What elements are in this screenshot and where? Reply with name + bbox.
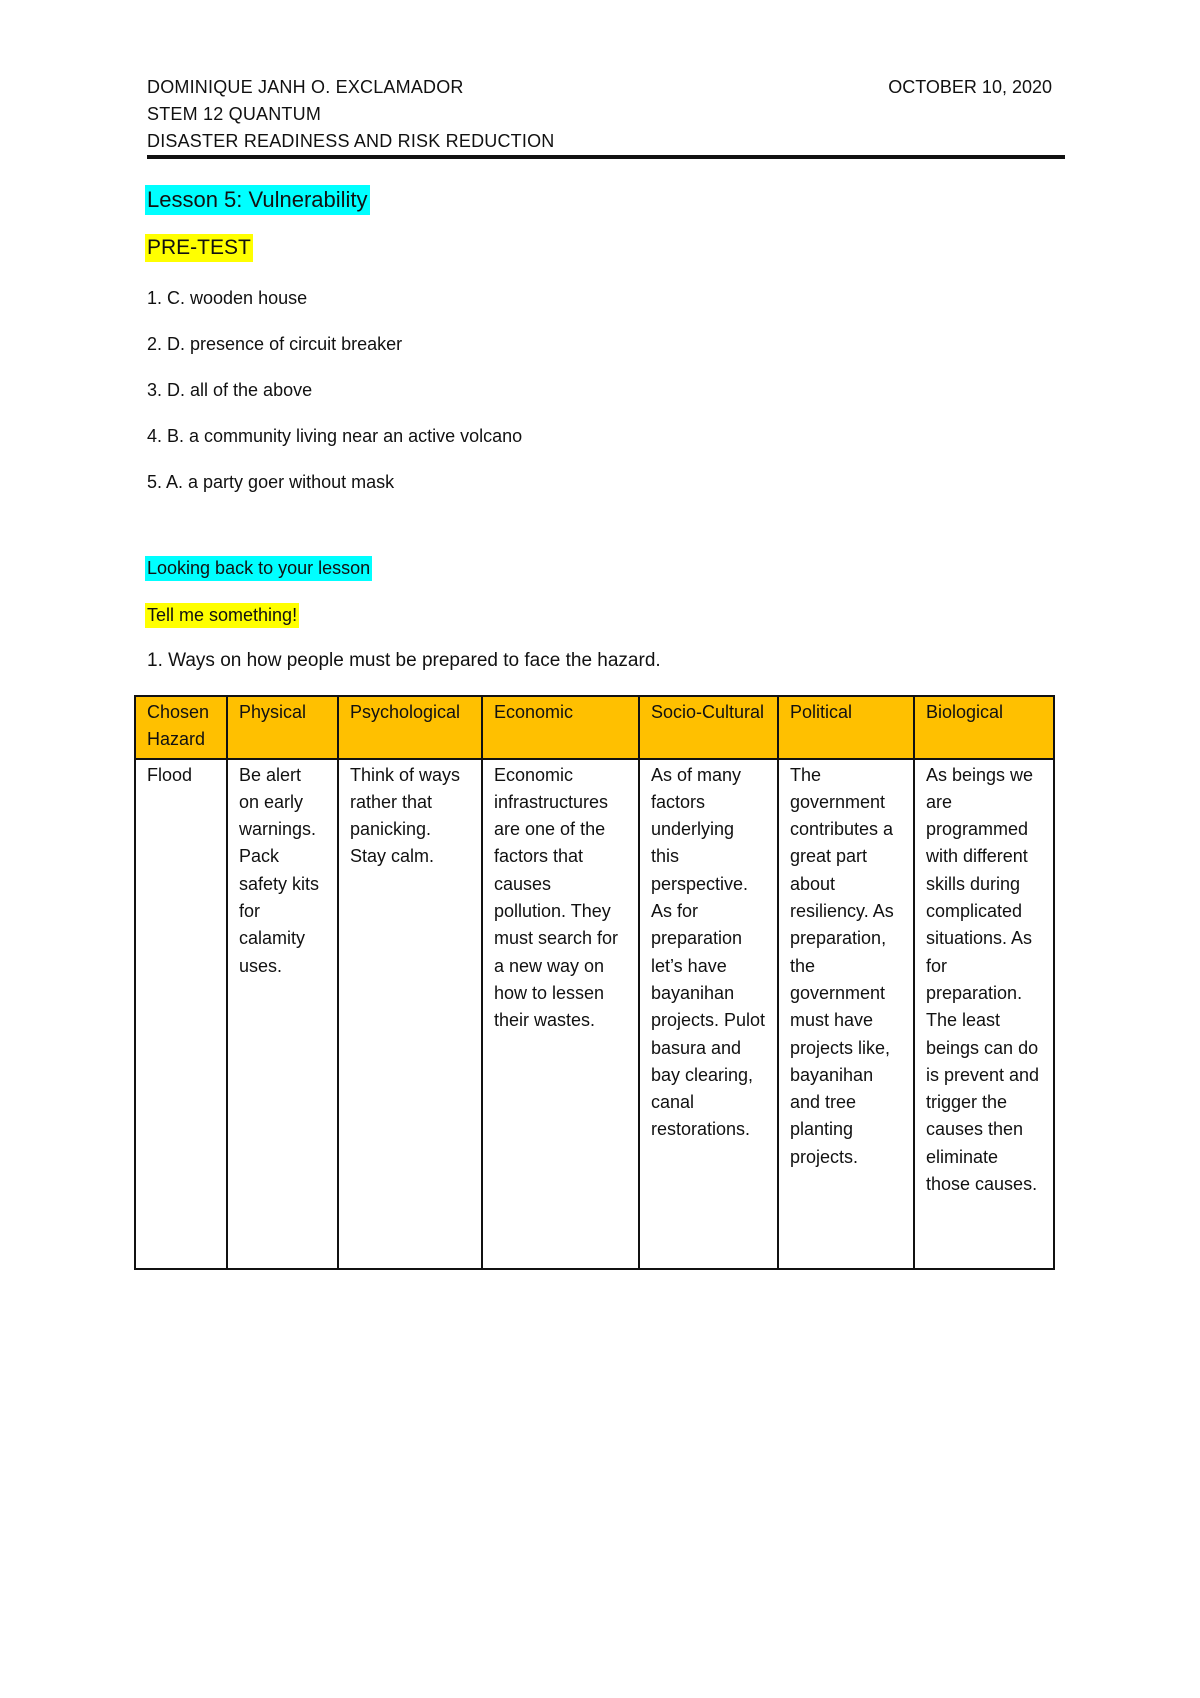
subject-name: DISASTER READINESS AND RISK REDUCTION (147, 131, 555, 151)
pretest-title (145, 236, 253, 260)
class-section: STEM 12 QUANTUM (147, 104, 322, 124)
header-biological: Biological (914, 696, 1054, 759)
pretest-answer: 4. B. a community living near an active volcano (147, 426, 523, 446)
pretest-answer: 2. D. presence of circuit breaker (147, 334, 403, 354)
cell-economic: Economic infrastructures are one of the factors that causes pollution. They must search for a new way on how to lessen their wastes. (482, 759, 639, 1269)
document-date: OCTOBER 10, 2020 (888, 77, 1052, 97)
student-name: DOMINIQUE JANH O. EXCLAMADOR (147, 77, 464, 97)
pretest-title-text: PRE-TEST (145, 234, 253, 262)
pretest-answer: 1. C. wooden house (147, 288, 308, 308)
tell-me-text: Tell me something! (145, 603, 299, 628)
cell-chosen-hazard: Flood (135, 759, 227, 1269)
lesson-title-text: Lesson 5: Vulnerability (145, 185, 370, 215)
cell-biological: As beings we are programmed with different skills during complicated situations. As for preparation. The least beings can do is prevent and trigger the causes then eliminate those causes. (914, 759, 1054, 1269)
header-chosen-hazard: Chosen Hazard (135, 696, 227, 759)
pretest-answers (147, 285, 522, 515)
hazard-table (134, 695, 1055, 1270)
looking-back-heading (145, 558, 372, 579)
header-physical: Physical (227, 696, 338, 759)
question-text: 1. Ways on how people must be prepared to face the hazard. (147, 650, 661, 671)
cell-socio-cultural: As of many factors underlying this perspective. As for preparation let’s have bayanihan projects. Pulot basura and bay clearing, canal restorations. (639, 759, 778, 1269)
header-psychological: Psychological (338, 696, 482, 759)
pretest-answer: 3. D. all of the above (147, 380, 313, 400)
tell-me-heading (145, 605, 299, 626)
looking-back-text: Looking back to your lesson (145, 556, 372, 581)
table-header-row (135, 696, 1054, 759)
cell-political: The government contributes a great part about resiliency. As preparation, the government must have projects like, bayanihan and tree planting projects. (778, 759, 914, 1269)
header-political: Political (778, 696, 914, 759)
header-divider (147, 155, 1065, 159)
document-header (147, 74, 1065, 155)
cell-psychological: Think of ways rather that panicking. Stay calm. (338, 759, 482, 1269)
header-economic: Economic (482, 696, 639, 759)
pretest-answer: 5. A. a party goer without mask (147, 472, 395, 492)
cell-physical: Be alert on early warnings. Pack safety kits for calamity uses. (227, 759, 338, 1269)
header-socio-cultural: Socio-Cultural (639, 696, 778, 759)
lesson-title (145, 187, 370, 213)
table-row (135, 759, 1054, 1269)
